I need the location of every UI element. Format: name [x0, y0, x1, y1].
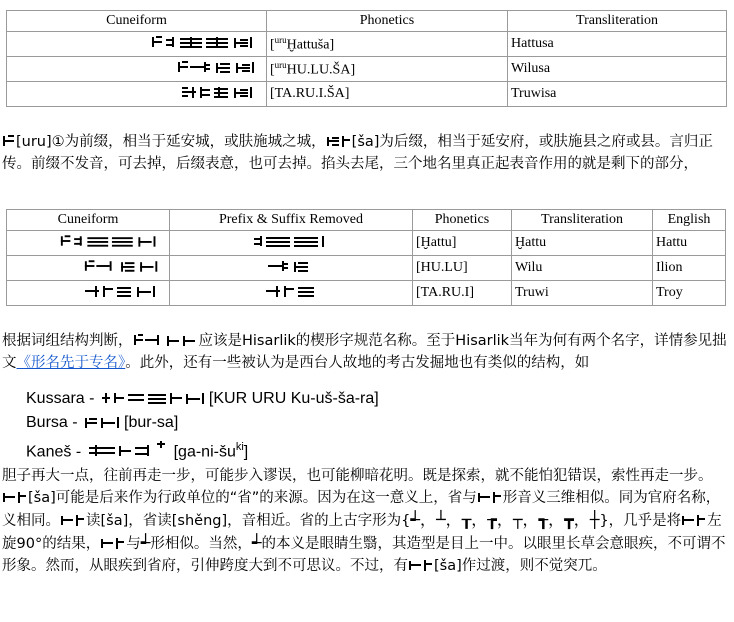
- cuneiform-image: [59, 233, 163, 249]
- cuneiform-glyph-wilusa: [7, 57, 267, 82]
- cuneiform-table-2: [6, 209, 726, 306]
- list-item: Kaneš - $[ga-ni-šu^{ki}]$: [26, 441, 249, 461]
- cuneiform-stripped: [170, 231, 413, 256]
- list-item: Kussara - [KUR URU Ku-uš-ša-ra]: [26, 390, 379, 407]
- cuneiform-sa-glyph: [100, 536, 126, 550]
- table-row: [7, 32, 727, 57]
- cuneiform-sa-glyph: [408, 558, 434, 572]
- cuneiform-glyph-truwisa: [7, 82, 267, 107]
- english-cell: Hattu: [653, 231, 726, 256]
- sheng-ancient-glyph: ┵: [140, 533, 151, 552]
- col-phonetics: Phonetics: [413, 210, 512, 231]
- table-header-row: [7, 210, 726, 231]
- oracle-bone-forms: ┵，┴，┰，┲，┬，┱，┳，┼: [410, 510, 600, 529]
- cuneiform-sa-glyph: [681, 513, 707, 527]
- col-prefix-suffix-removed: Prefix & Suffix Removed: [170, 210, 413, 231]
- phonetics-cell: [HU.LU]: [413, 256, 512, 281]
- transliteration-cell: Truwisa: [508, 82, 727, 107]
- table-row: [7, 256, 726, 281]
- cuneiform-glyph-hattusa: [7, 32, 267, 57]
- cuneiform-stripped: [170, 256, 413, 281]
- table-row: [7, 281, 726, 306]
- col-transliteration: Transliteration: [508, 11, 727, 32]
- article-link[interactable]: 《形名先于专名》: [16, 355, 126, 371]
- list-item: Bursa - [bur-sa]: [26, 414, 179, 431]
- cuneiform-full: [7, 256, 170, 281]
- cuneiform-image: [83, 283, 163, 299]
- table-header-row: [7, 11, 727, 32]
- cuneiform-full: [7, 231, 170, 256]
- cuneiform-image: [252, 233, 330, 249]
- cuneiform-sa-glyph: [477, 490, 503, 504]
- transliteration-cell: Truwi: [512, 281, 653, 306]
- table-row: [7, 57, 727, 82]
- phonetics-cell: [TA.RU.I]: [413, 281, 512, 306]
- english-cell: Troy: [653, 281, 726, 306]
- cuneiform-uru-glyph: [2, 134, 16, 148]
- cuneiform-image: [266, 258, 316, 274]
- cuneiform-bursa-glyph: [83, 414, 123, 430]
- cuneiform-sa-glyph: [60, 513, 86, 527]
- analysis-paragraph: 根据词组结构判断， 应该是Hisarlik的楔形字规范名称。至于Hisarlik当年为何有两个名字，详情参见拙文《形名先于专名》。此外，还有一些被认为是西台人故地的考古发掘地也有类似的结构，如: [2, 333, 727, 371]
- transliteration-cell: Wilu: [512, 256, 653, 281]
- cuneiform-kanesh-glyph: [87, 441, 173, 459]
- col-cuneiform: Cuneiform: [7, 11, 267, 32]
- explanation-paragraph: [uru]①为前缀，相当于延安城，或肤施城之城， [ša]为后缀，相当于延安府，或肤施县之府或县。言归正传。前缀不发音，可去掉，后缀表意，也可去掉。掐头去尾，三个地名里真正起表音作用的就是剩下的部分，: [2, 134, 713, 172]
- phonetics-cell: [Ḫattu]: [413, 231, 512, 256]
- cuneiform-kussara-glyph: [100, 390, 208, 406]
- table-row: [7, 231, 726, 256]
- cuneiform-sa-glyph: [2, 490, 28, 504]
- transliteration-cell: Ḫattu: [512, 231, 653, 256]
- cuneiform-image: [180, 84, 260, 100]
- col-english: English: [653, 210, 726, 231]
- transliteration-cell: Wilusa: [508, 57, 727, 82]
- english-cell: Ilion: [653, 256, 726, 281]
- col-transliteration: Transliteration: [512, 210, 653, 231]
- cuneiform-full: [7, 281, 170, 306]
- cuneiform-stripped: [170, 281, 413, 306]
- cuneiform-image: [264, 283, 318, 299]
- table-row: [7, 82, 727, 107]
- site-list: [26, 387, 379, 464]
- col-cuneiform: Cuneiform: [7, 210, 170, 231]
- cuneiform-wilusa-glyph: [133, 333, 199, 347]
- cuneiform-image: [150, 34, 260, 50]
- transliteration-cell: Hattusa: [508, 32, 727, 57]
- sheng-ancient-glyph: ┵: [251, 533, 262, 552]
- cuneiform-table-1: [6, 10, 727, 107]
- cuneiform-image: [83, 258, 163, 274]
- phonetics-cell: [$^{uru}$HU.LU.ŠA]: [267, 57, 508, 82]
- phonetics-cell: [$^{uru}$Ḫattuša]: [267, 32, 508, 57]
- cuneiform-image: [176, 59, 260, 75]
- cuneiform-sa-glyph: [326, 134, 352, 148]
- col-phonetics: Phonetics: [267, 11, 508, 32]
- phonetics-cell: [TA.RU.I.ŠA]: [267, 82, 508, 107]
- conjecture-paragraph: 胆子再大一点，往前再走一步，可能步入谬误，也可能柳暗花明。既是探索，就不能怕犯错误，索性再走一步。[ša]可能是后来作为行政单位的“省”的来源。因为在这一意义上，省与 形音义三维相似。同为官府名称，义相同。 读[ša]，省读[shěng]，音相近。省的上古字形为{┵，┴，┰，┲，┬，┱，┳，┼}，几乎是将 左旋90°的结果， 与┵形相似。当然，┵的本义是眼睛生翳，其造型是目上一中。以眼里长草会意眼疾，不可谓不形象。然而，从眼疾到省府，引伸跨度大到不可思议。不过，有 [ša]作过渡，则不觉突兀。: [2, 468, 726, 574]
